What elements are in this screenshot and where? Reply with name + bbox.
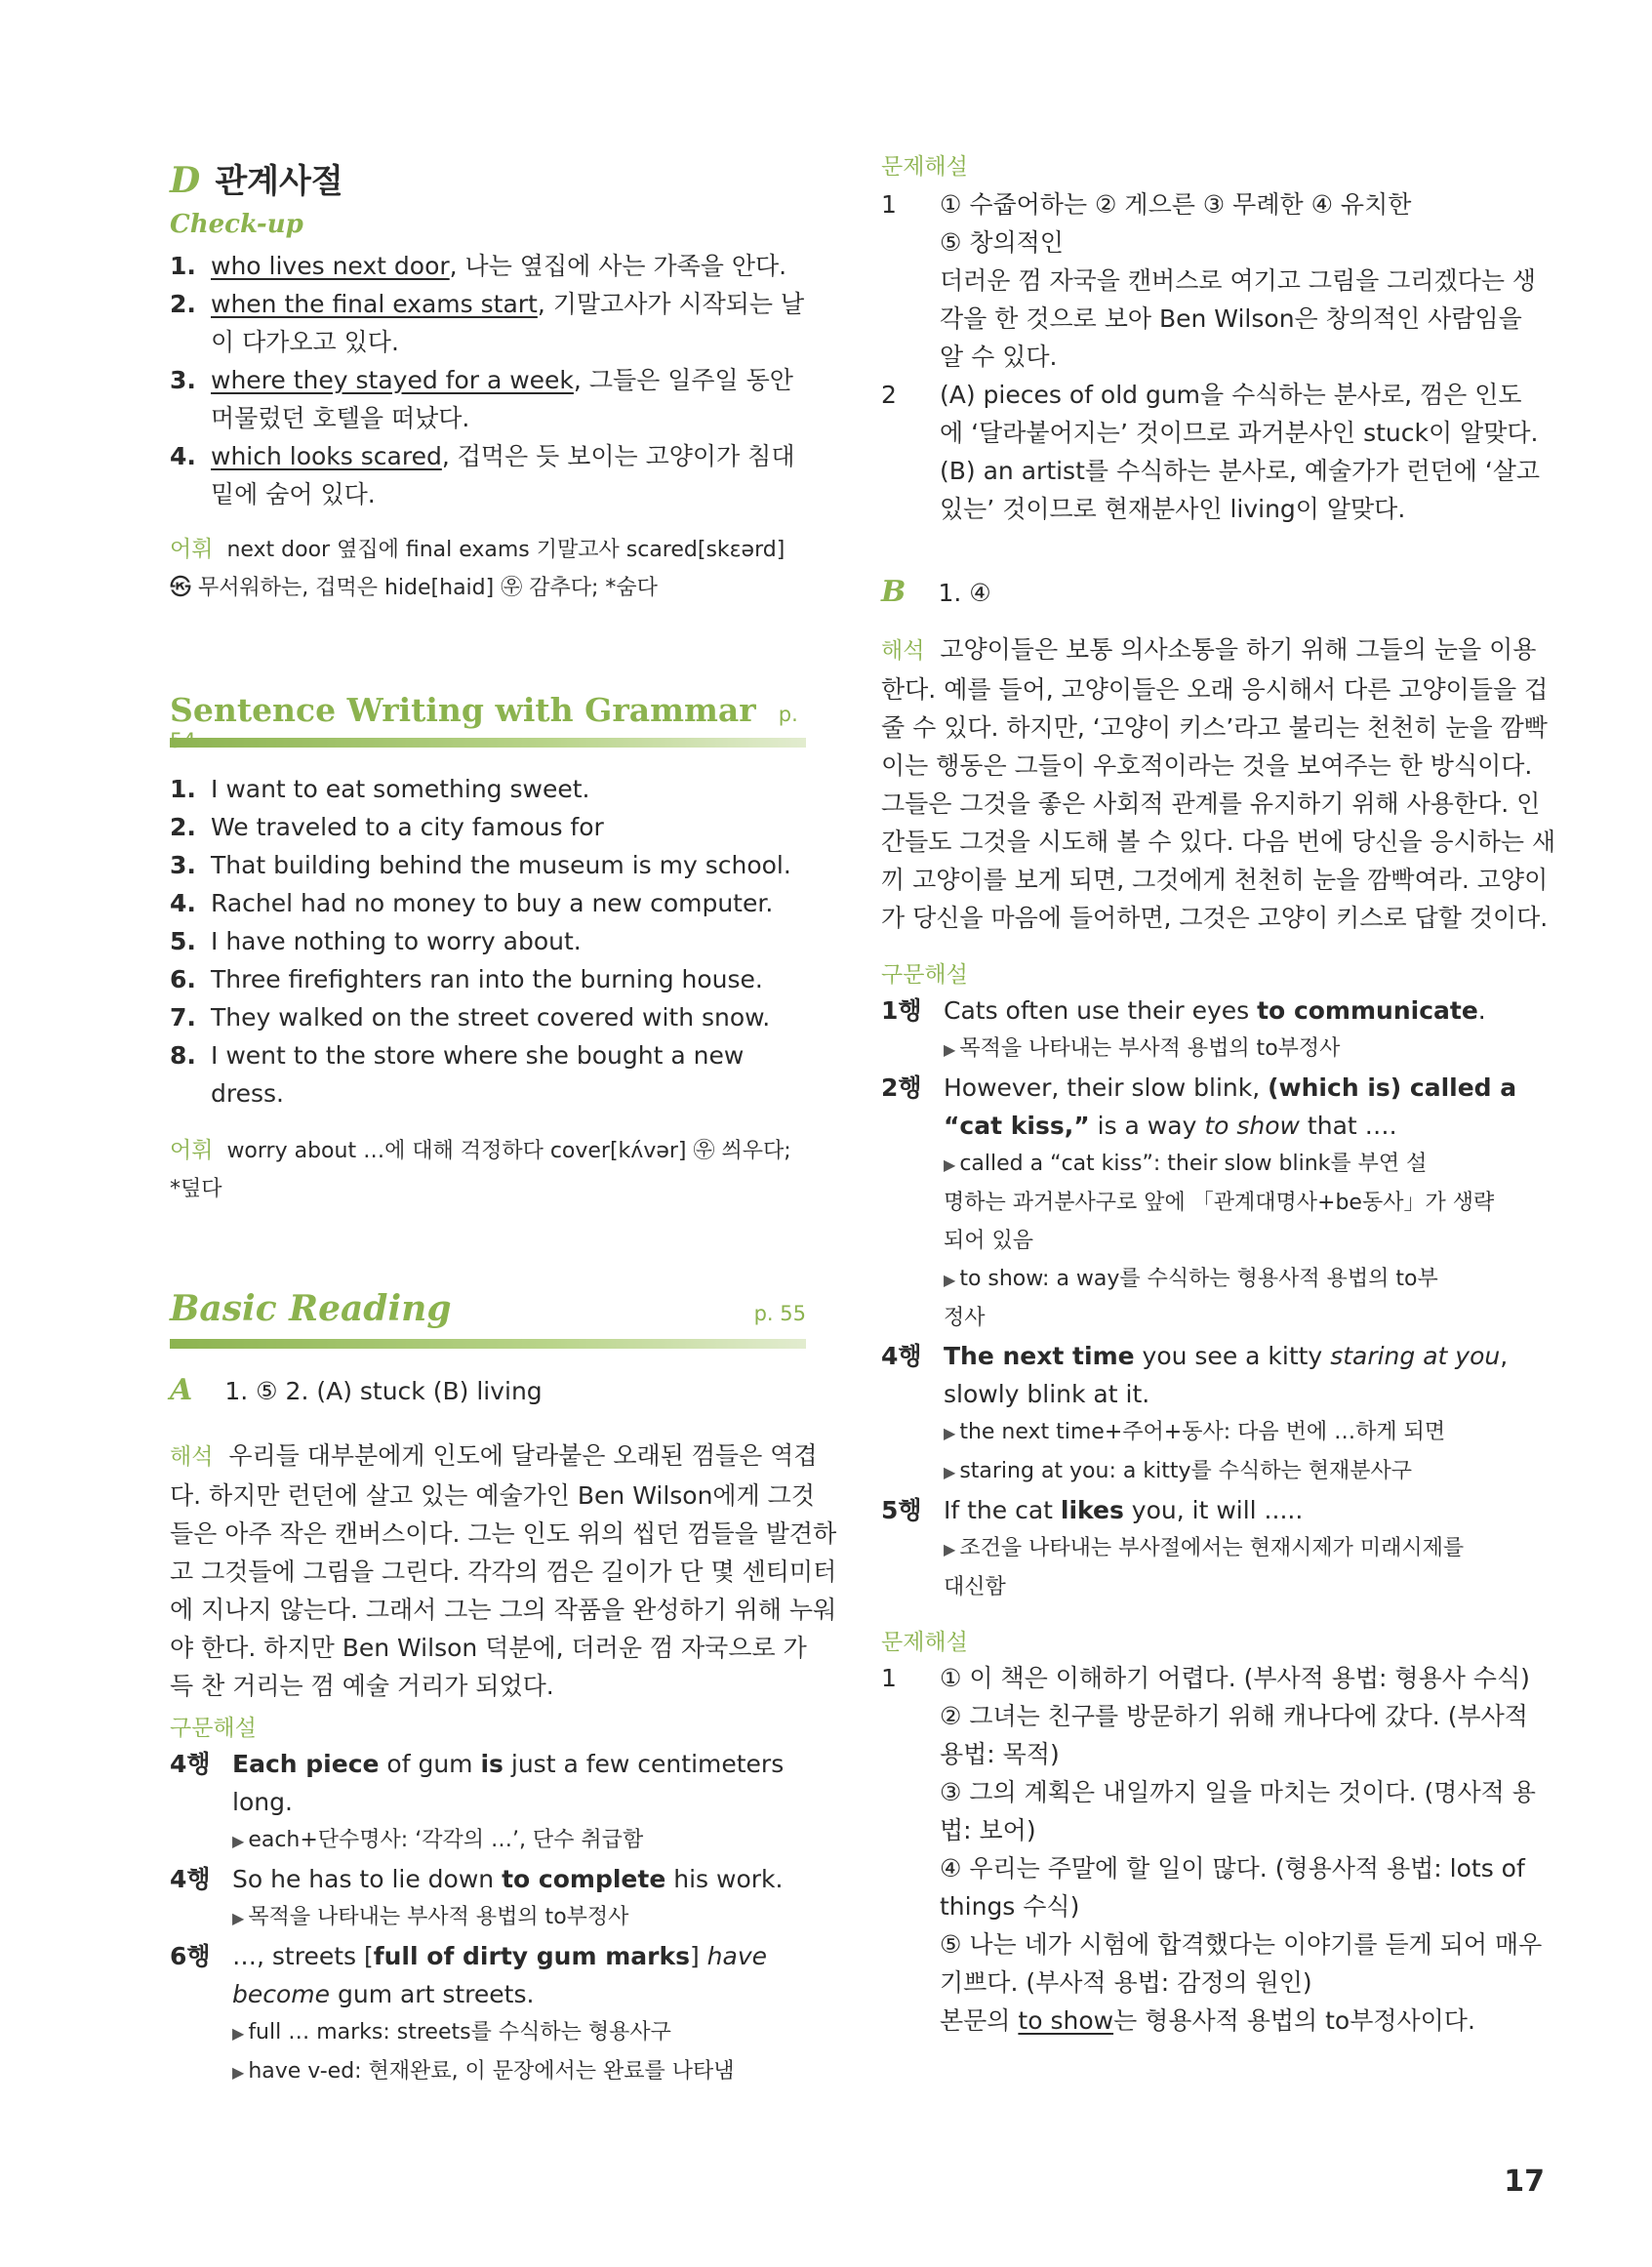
page-number: 17 bbox=[1504, 2165, 1545, 2199]
checkup-list bbox=[170, 247, 804, 513]
list-item-continuation: 밑에 숨어 있다. bbox=[211, 480, 376, 508]
section-d-heading bbox=[170, 154, 343, 202]
answer-explanations: 1 ① 이 책은 이해하기 어렵다. (부사적 용법: 형용사 수식) ② 그녀는 친구를 방문하기 위해 캐나다에 갔다. (부사적 용법: 목적) ③ 그의 계획은 내일까지 일을 마치는 것이다. (명사적 용 법: 보어) ④ 우리는 주말에 할 일이 많다. (형용사적 용법: lots of things 수식) ⑤ 나는 네가 시험에 합격했다는 이야기를 듣게 되어 매우 기쁘다. (부사적 용법: 감정의 원인) 본문의 to show는 형용사적 용법의 to부정사이다. bbox=[881, 1664, 1543, 2035]
list-item: 1. I want to eat something sweet. bbox=[170, 775, 590, 803]
list-item: 4. Rachel had no money to buy a new computer. bbox=[170, 889, 774, 917]
list-item: 7. They walked on the street covered with snow. bbox=[170, 1003, 771, 1032]
list-item: 3. where they stayed for a week, 그들은 일주일 동안 bbox=[170, 366, 793, 394]
translation-block: 해석 고양이들은 보통 의사소통을 하기 위해 그들의 눈을 이용 한다. 예를 들어, 고양이들은 오래 응시해서 다른 고양이들을 겁 줄 수 있다. 하지만, ‘고양이 키스’라고 불리는 천천히 눈을 깜빡 이는 행동은 그들이 우호적이라는 것을 보여주는 한 방식이다. 그들은 그것을 좋은 사회적 관계를 유지하기 위해 사용한다. 인 간들도 그것을 시도해 볼 수 있다. 다음 번에 당신을 응시하는 새 끼 고양이를 보게 되면, 그것에게 천천히 눈을 깜빡여라. 고양이 가 당신을 마음에 들어하면, 그것은 고양이 키스로 답할 것이다. bbox=[881, 635, 1556, 932]
list-item: 3. That building behind the museum is my school. bbox=[170, 851, 791, 879]
triangle-icon: ▶ bbox=[944, 1040, 956, 1059]
vocab-block: 어휘 next door 옆집에 final exams 기말고사 scared[skεərd] ㉿ 무서워하는, 겁먹은 hide[haid] ㉾ 감추다; *숨다 bbox=[170, 537, 786, 600]
basic-reading-heading bbox=[170, 1288, 806, 1329]
triangle-icon: ▶ bbox=[232, 2063, 245, 2082]
section-title: Sentence Writing with Grammar bbox=[170, 691, 756, 729]
syntax-notes: 4행 Each piece of gum is just a few centimeters long. ▶ each+단수명사: ‘각각의 …’, 단수 취급함 4행 So he has to lie down to complete his work. ▶ 목적을 나타내는 부사적 용법의 to부정사 6행 …, streets [full of dirty gum marks] have become gum art streets. ▶ full … marks: streets를 수식하는 형용사구 ▶ have v-ed: 현재완료, 이 문장에서는 완료를 나타냄 bbox=[170, 1750, 785, 2084]
vocab-label: 어휘 bbox=[170, 1138, 214, 1163]
list-item-continuation: dress. bbox=[211, 1079, 284, 1108]
vocab-block: 어휘 worry about …에 대해 걱정하다 cover[kʌ́vər] ㉾ 씌우다; *덮다 bbox=[170, 1138, 791, 1201]
answer-text: 1. ④ bbox=[938, 579, 991, 607]
checkup-label: Check-up bbox=[170, 210, 303, 239]
section-divider bbox=[170, 1339, 806, 1349]
triangle-icon: ▶ bbox=[944, 1424, 956, 1442]
list-item: 8. I went to the store where she bought a new bbox=[170, 1041, 745, 1070]
triangle-icon: ▶ bbox=[944, 1540, 956, 1559]
answer-explanation-label: 문제해설 bbox=[881, 1630, 968, 1655]
translation-label: 해석 bbox=[881, 638, 925, 664]
list-item: 6. Three firefighters ran into the burning house. bbox=[170, 965, 763, 993]
swg-list bbox=[170, 770, 791, 1113]
syntax-label: 구문해설 bbox=[170, 1716, 257, 1741]
syntax-notes: 1행 Cats often use their eyes to communicate. ▶ 목적을 나타내는 부사적 용법의 to부정사 2행 However, their slow blink, (which is) called a “cat kiss,” is a way to show that …. ▶ called a “cat kiss”: their slow blink를 부연 설 명하는 과거분사구로 앞에 「관계대명사+be동사」가 생략 되어 있음 ▶ to show: a way를 수식하는 형용사적 용법의 to부 정사 4행 The next time you see a kitty staring at you, slowly blink at it. ▶ the next time+주어+동사: 다음 번에 …하게 되면 ▶ staring at you: a kitty를 수식하는 현재분사구 5행 If the cat likes you, it will ..... ▶ 조건을 나타내는 부사절에서는 현재시제가 미래시제를 대신함 bbox=[881, 996, 1517, 1599]
list-item: 2. when the final exams start, 기말고사가 시작되는 날 bbox=[170, 290, 805, 318]
translation-label: 해석 bbox=[170, 1444, 214, 1470]
list-item: 2. We traveled to a city famous for bbox=[170, 813, 604, 841]
part-letter: A bbox=[170, 1373, 193, 1407]
list-item: 4. which looks scared, 겁먹은 듯 보이는 고양이가 침대 bbox=[170, 442, 795, 470]
triangle-icon: ▶ bbox=[944, 1271, 956, 1289]
list-item-continuation: 머물렀던 호텔을 떠났다. bbox=[211, 404, 470, 432]
page-ref: p. 55 bbox=[753, 1302, 806, 1325]
part-a-answers bbox=[170, 1372, 543, 1410]
section-divider bbox=[170, 738, 806, 748]
answer-explanations: 1 ① 수줍어하는 ② 게으른 ③ 무례한 ④ 유치한 ⑤ 창의적인 더러운 껌 자국을 캔버스로 여기고 그림을 그리겠다는 생 각을 한 것으로 보아 Ben Wilson은 창의적인 사람임을 알 수 있다. 2 (A) pieces of old gum을 수식하는 분사로, 껌은 인도 에 ‘달라붙어지는’ 것이므로 과거분사인 stuck이 알맞다. (B) an artist를 수식하는 분사로, 예술가가 런던에 ‘살고 있는’ 것이므로 현재분사인 living이 알맞다. bbox=[881, 190, 1541, 523]
section-title: 관계사절 bbox=[215, 162, 343, 201]
triangle-icon: ▶ bbox=[232, 2024, 245, 2043]
triangle-icon: ▶ bbox=[232, 1909, 245, 1927]
vocab-label: 어휘 bbox=[170, 537, 214, 562]
triangle-icon: ▶ bbox=[944, 1463, 956, 1481]
syntax-label: 구문해설 bbox=[881, 962, 968, 988]
answer-explanation-label: 문제해설 bbox=[881, 154, 968, 180]
list-item: 5. I have nothing to worry about. bbox=[170, 927, 582, 955]
list-item: 1. who lives next door, 나는 옆집에 사는 가족을 안다. bbox=[170, 252, 787, 280]
part-letter: B bbox=[881, 575, 907, 609]
section-letter: D bbox=[170, 160, 201, 201]
page-ref: p. bbox=[778, 703, 798, 726]
section-title: Basic Reading bbox=[170, 1288, 452, 1329]
part-b-answers bbox=[881, 574, 991, 612]
triangle-icon: ▶ bbox=[232, 1832, 245, 1850]
list-item-continuation: 이 다가오고 있다. bbox=[211, 328, 399, 356]
triangle-icon: ▶ bbox=[944, 1155, 956, 1174]
answer-text: 1. ⑤ 2. (A) stuck (B) living bbox=[224, 1377, 543, 1405]
translation-block: 해석 우리들 대부분에게 인도에 달라붙은 오래된 껌들은 역겹 다. 하지만 런던에 살고 있는 예술가인 Ben Wilson에게 그것 들은 아주 작은 캔버스이다. 그는 인도 위의 씹던 껌들을 발견하 고 그것들에 그림을 그린다. 각각의 껌은 길이가 단 몇 센티미터 에 지나지 않는다. 그래서 그는 그의 작품을 완성하기 위해 누워 야 한다. 하지만 Ben Wilson 덕분에, 더러운 껌 자국으로 가 득 찬 거리는 껌 예술 거리가 되었다. bbox=[170, 1441, 837, 1700]
